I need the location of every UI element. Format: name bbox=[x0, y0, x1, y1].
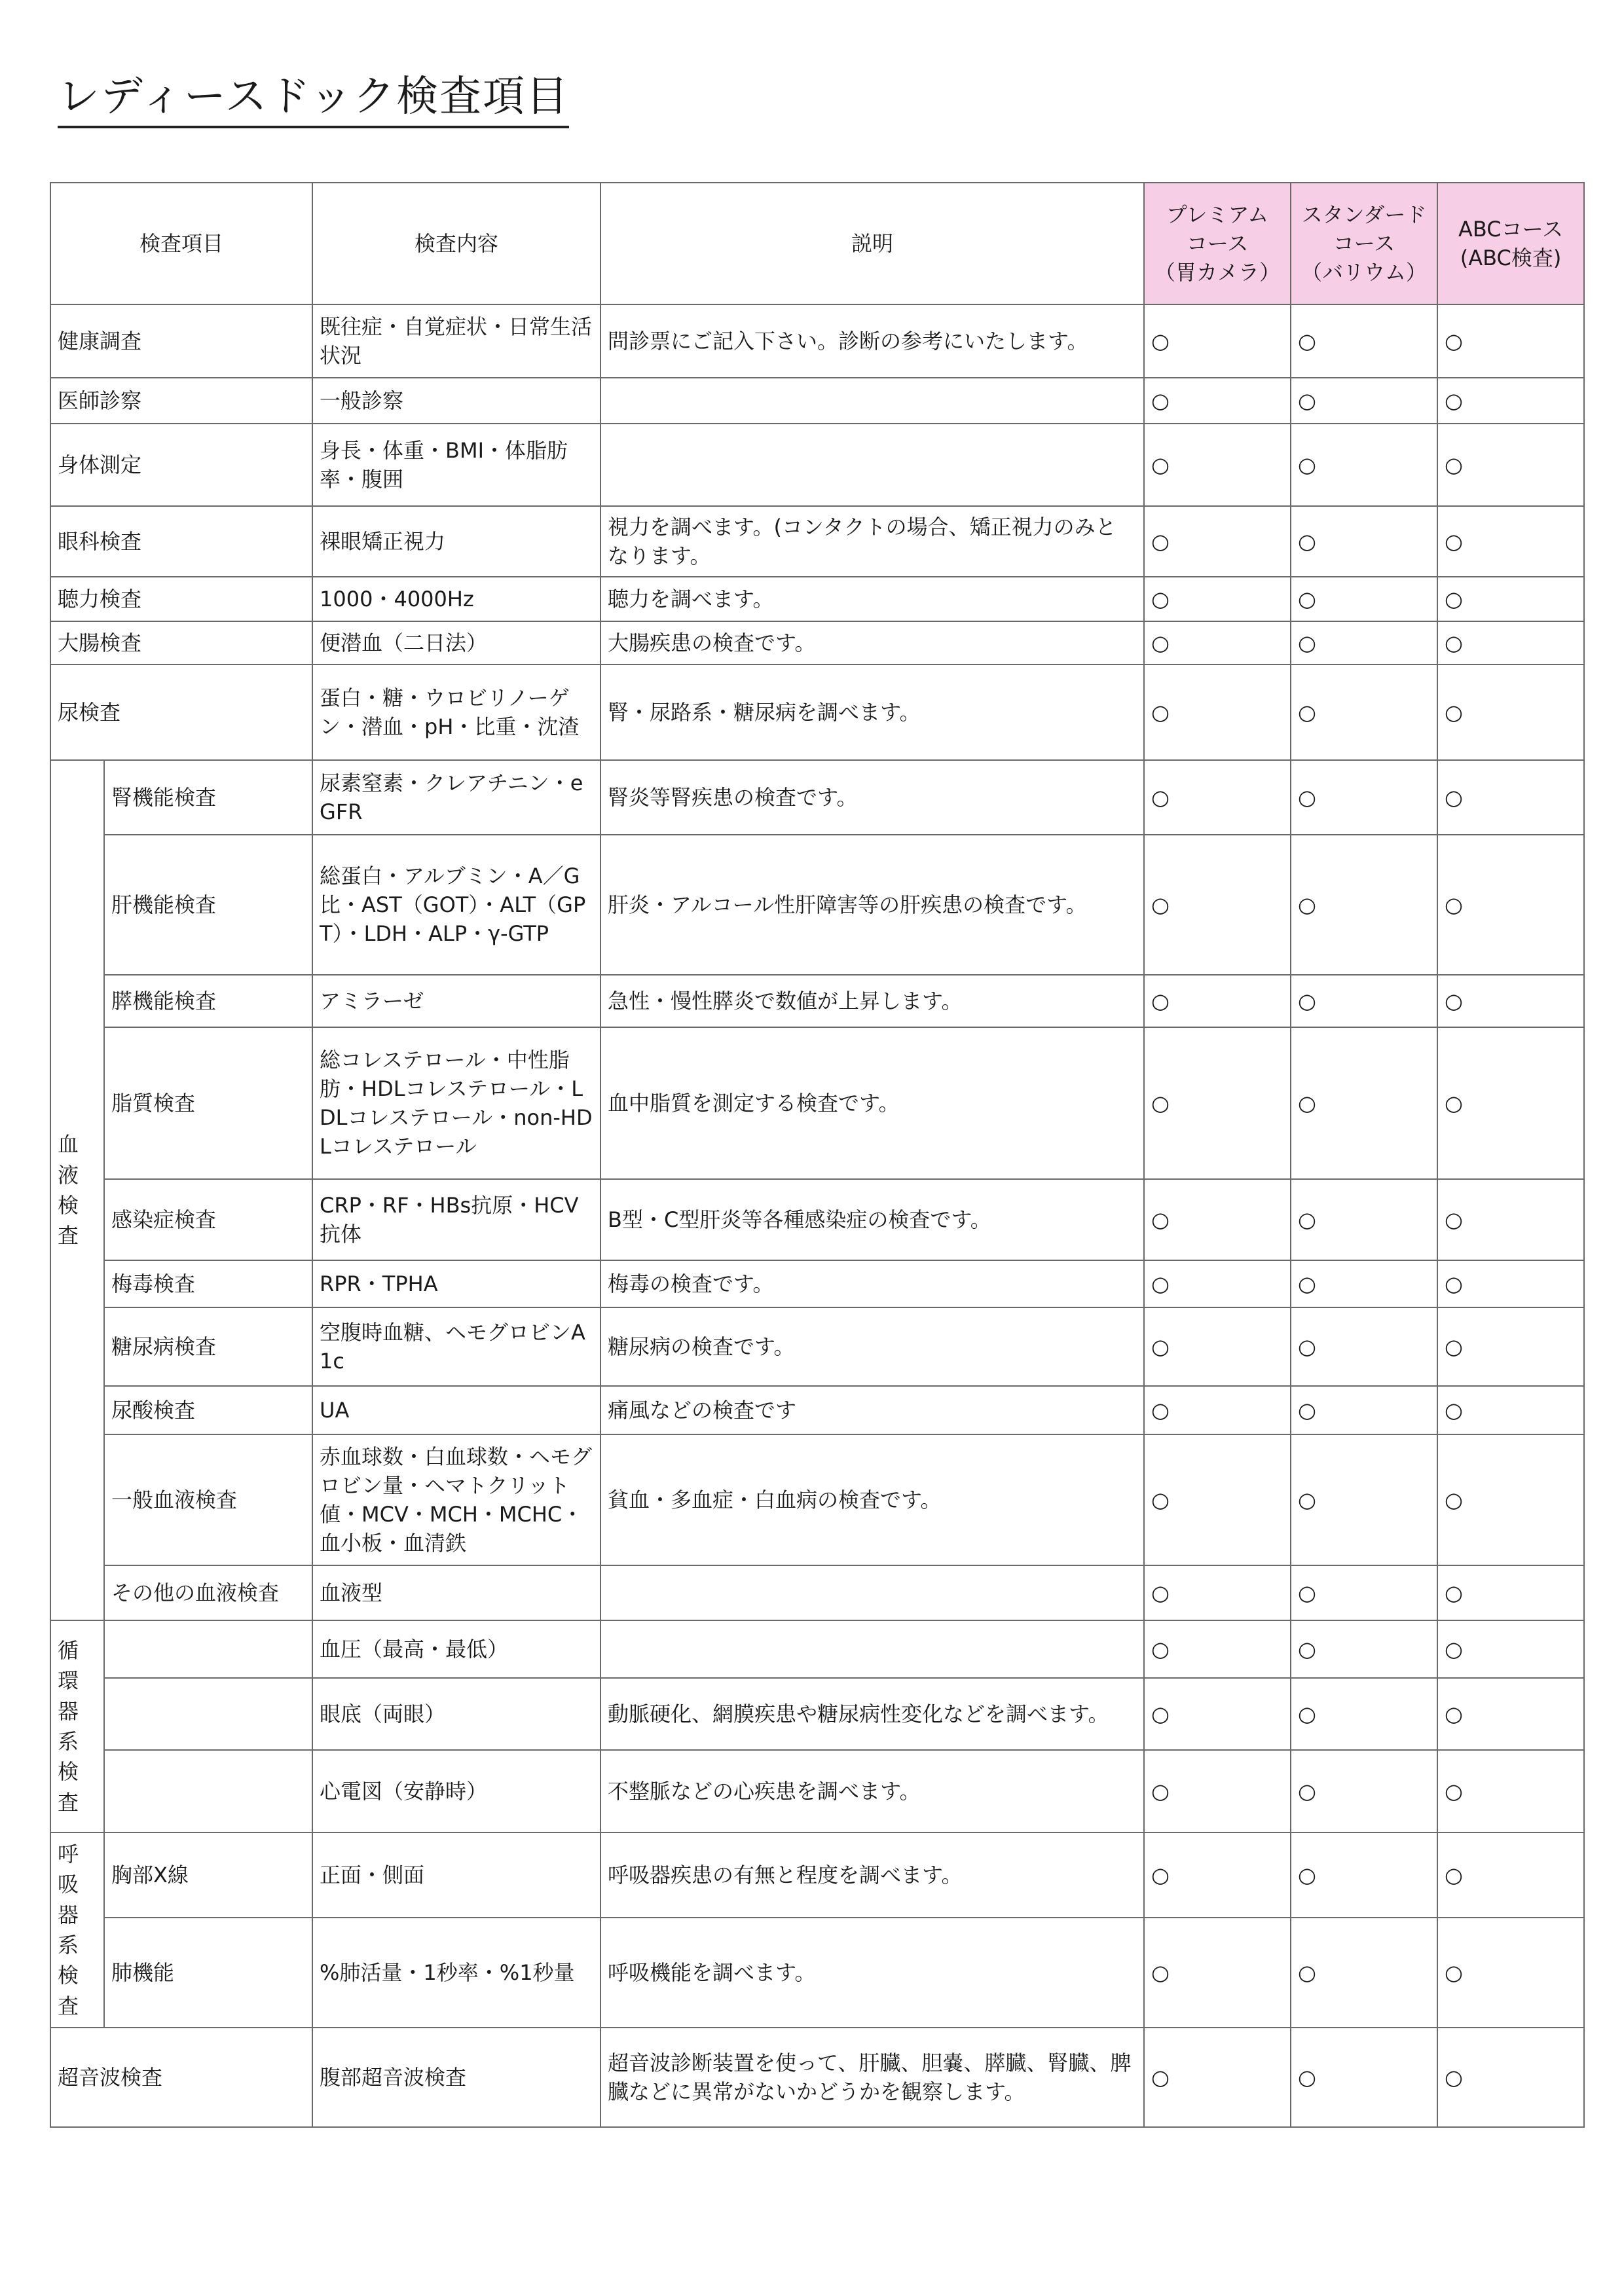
row-description: 梅毒の検査です。 bbox=[600, 1260, 1144, 1307]
row-description: 呼吸器疾患の有無と程度を調べます。 bbox=[600, 1832, 1144, 1918]
mark-premium: ○ bbox=[1144, 1832, 1291, 1918]
row-content: CRP・RF・HBs抗原・HCV抗体 bbox=[312, 1179, 600, 1260]
mark-abc: ○ bbox=[1437, 1832, 1584, 1918]
group-label-respiratory: 呼吸器系検査 bbox=[50, 1832, 104, 2028]
mark-standard: ○ bbox=[1291, 1179, 1437, 1260]
mark-abc: ○ bbox=[1437, 1027, 1584, 1179]
row-description: 腎炎等腎疾患の検査です。 bbox=[600, 760, 1144, 835]
row-item: その他の血液検査 bbox=[104, 1565, 312, 1620]
row-content: 腹部超音波検査 bbox=[312, 2028, 600, 2127]
header-item: 検査項目 bbox=[50, 183, 312, 304]
mark-abc: ○ bbox=[1437, 1179, 1584, 1260]
mark-standard: ○ bbox=[1291, 665, 1437, 760]
mark-premium: ○ bbox=[1144, 835, 1291, 975]
row-content: 身長・体重・BMI・体脂肪率・腹囲 bbox=[312, 424, 600, 506]
row-item: 医師診察 bbox=[50, 378, 312, 424]
mark-abc: ○ bbox=[1437, 975, 1584, 1027]
row-content: 赤血球数・白血球数・ヘモグロビン量・ヘマトクリット値・MCV・MCH・MCHC・血小板・血清鉄 bbox=[312, 1434, 600, 1565]
row-description: 痛風などの検査です bbox=[600, 1386, 1144, 1434]
row-content: 1000・4000Hz bbox=[312, 577, 600, 621]
mark-premium: ○ bbox=[1144, 378, 1291, 424]
mark-abc: ○ bbox=[1437, 424, 1584, 506]
row-description: 血中脂質を測定する検査です。 bbox=[600, 1027, 1144, 1179]
row-item: 膵機能検査 bbox=[104, 975, 312, 1027]
row-item: 身体測定 bbox=[50, 424, 312, 506]
mark-abc: ○ bbox=[1437, 1678, 1584, 1750]
row-description bbox=[600, 378, 1144, 424]
mark-abc: ○ bbox=[1437, 378, 1584, 424]
mark-abc: ○ bbox=[1437, 1750, 1584, 1832]
row-description: 腎・尿路系・糖尿病を調べます。 bbox=[600, 665, 1144, 760]
row-item bbox=[104, 1678, 312, 1750]
mark-premium: ○ bbox=[1144, 760, 1291, 835]
mark-standard: ○ bbox=[1291, 1832, 1437, 1918]
row-description bbox=[600, 1565, 1144, 1620]
row-description: 大腸疾患の検査です。 bbox=[600, 621, 1144, 665]
table-row bbox=[50, 577, 1584, 621]
row-content: 総蛋白・アルブミン・A／G比・AST（GOT）・ALT（GPT）・LDH・ALP・γ-GTP bbox=[312, 835, 600, 975]
mark-standard: ○ bbox=[1291, 1260, 1437, 1307]
mark-standard: ○ bbox=[1291, 424, 1437, 506]
row-item bbox=[104, 1620, 312, 1678]
row-content: 総コレステロール・中性脂肪・HDLコレステロール・LDLコレステロール・non-HDLコレステロール bbox=[312, 1027, 600, 1179]
table-row bbox=[50, 1307, 1584, 1386]
mark-abc: ○ bbox=[1437, 1434, 1584, 1565]
mark-standard: ○ bbox=[1291, 1386, 1437, 1434]
row-item: 腎機能検査 bbox=[104, 760, 312, 835]
mark-premium: ○ bbox=[1144, 1918, 1291, 2028]
mark-premium: ○ bbox=[1144, 506, 1291, 577]
mark-abc: ○ bbox=[1437, 577, 1584, 621]
row-item: 眼科検査 bbox=[50, 506, 312, 577]
table-row bbox=[50, 424, 1584, 506]
mark-standard: ○ bbox=[1291, 1434, 1437, 1565]
header-content: 検査内容 bbox=[312, 183, 600, 304]
row-content: 心電図（安静時） bbox=[312, 1750, 600, 1832]
mark-standard: ○ bbox=[1291, 1027, 1437, 1179]
mark-standard: ○ bbox=[1291, 506, 1437, 577]
mark-standard: ○ bbox=[1291, 1678, 1437, 1750]
row-content: %肺活量・1秒率・%1秒量 bbox=[312, 1918, 600, 2028]
row-content: 便潜血（二日法） bbox=[312, 621, 600, 665]
row-item: 糖尿病検査 bbox=[104, 1307, 312, 1386]
mark-abc: ○ bbox=[1437, 506, 1584, 577]
mark-abc: ○ bbox=[1437, 1620, 1584, 1678]
row-description bbox=[600, 424, 1144, 506]
row-content: 血液型 bbox=[312, 1565, 600, 1620]
mark-standard: ○ bbox=[1291, 577, 1437, 621]
row-description: 聴力を調べます。 bbox=[600, 577, 1144, 621]
mark-standard: ○ bbox=[1291, 304, 1437, 378]
mark-premium: ○ bbox=[1144, 1434, 1291, 1565]
row-description: 急性・慢性膵炎で数値が上昇します。 bbox=[600, 975, 1144, 1027]
table-row bbox=[50, 378, 1584, 424]
mark-standard: ○ bbox=[1291, 835, 1437, 975]
row-description: 不整脈などの心疾患を調べます。 bbox=[600, 1750, 1144, 1832]
table-row bbox=[50, 1918, 1584, 2028]
table-row bbox=[50, 1832, 1584, 1918]
table-row bbox=[50, 665, 1584, 760]
row-content: アミラーゼ bbox=[312, 975, 600, 1027]
table-row bbox=[50, 1179, 1584, 1260]
mark-premium: ○ bbox=[1144, 1565, 1291, 1620]
row-content: 眼底（両眼） bbox=[312, 1678, 600, 1750]
table-row bbox=[50, 1027, 1584, 1179]
table-row bbox=[50, 1678, 1584, 1750]
row-item: 尿検査 bbox=[50, 665, 312, 760]
mark-premium: ○ bbox=[1144, 1386, 1291, 1434]
row-description: 超音波診断装置を使って、肝臓、胆嚢、膵臓、腎臓、脾臓などに異常がないかどうかを観察します。 bbox=[600, 2028, 1144, 2127]
row-content: 一般診察 bbox=[312, 378, 600, 424]
mark-premium: ○ bbox=[1144, 304, 1291, 378]
row-content: 既往症・自覚症状・日常生活状況 bbox=[312, 304, 600, 378]
mark-abc: ○ bbox=[1437, 1307, 1584, 1386]
row-description: 貧血・多血症・白血病の検査です。 bbox=[600, 1434, 1144, 1565]
mark-abc: ○ bbox=[1437, 1565, 1584, 1620]
row-item: 胸部X線 bbox=[104, 1832, 312, 1918]
row-content: 空腹時血糖、ヘモグロビンA1c bbox=[312, 1307, 600, 1386]
table-row bbox=[50, 1750, 1584, 1832]
mark-premium: ○ bbox=[1144, 424, 1291, 506]
table-row bbox=[50, 304, 1584, 378]
mark-abc: ○ bbox=[1437, 1260, 1584, 1307]
mark-premium: ○ bbox=[1144, 1027, 1291, 1179]
row-description: 呼吸機能を調べます。 bbox=[600, 1918, 1144, 2028]
mark-premium: ○ bbox=[1144, 1750, 1291, 1832]
table-row bbox=[50, 835, 1584, 975]
mark-standard: ○ bbox=[1291, 1918, 1437, 2028]
mark-standard: ○ bbox=[1291, 1750, 1437, 1832]
row-item: 尿酸検査 bbox=[104, 1386, 312, 1434]
group-label-blood: 血液検査 bbox=[50, 760, 104, 1620]
mark-premium: ○ bbox=[1144, 1620, 1291, 1678]
mark-standard: ○ bbox=[1291, 2028, 1437, 2127]
mark-premium: ○ bbox=[1144, 621, 1291, 665]
table-row bbox=[50, 1386, 1584, 1434]
row-item: 肝機能検査 bbox=[104, 835, 312, 975]
row-item: 一般血液検査 bbox=[104, 1434, 312, 1565]
mark-standard: ○ bbox=[1291, 1565, 1437, 1620]
mark-abc: ○ bbox=[1437, 1386, 1584, 1434]
row-description bbox=[600, 1620, 1144, 1678]
row-description: 視力を調べます。(コンタクトの場合、矯正視力のみとなります。 bbox=[600, 506, 1144, 577]
mark-premium: ○ bbox=[1144, 577, 1291, 621]
table-row bbox=[50, 760, 1584, 835]
mark-premium: ○ bbox=[1144, 1678, 1291, 1750]
header-course-abc: ABCコース (ABC検査) bbox=[1437, 183, 1584, 304]
table-row bbox=[50, 506, 1584, 577]
table-row bbox=[50, 1260, 1584, 1307]
mark-abc: ○ bbox=[1437, 835, 1584, 975]
row-item: 聴力検査 bbox=[50, 577, 312, 621]
row-description: 糖尿病の検査です。 bbox=[600, 1307, 1144, 1386]
mark-abc: ○ bbox=[1437, 304, 1584, 378]
row-item: 肺機能 bbox=[104, 1918, 312, 2028]
header-course-standard: スタンダード コース （バリウム） bbox=[1291, 183, 1437, 304]
table-row bbox=[50, 1565, 1584, 1620]
row-item bbox=[104, 1750, 312, 1832]
row-content: 血圧（最高・最低） bbox=[312, 1620, 600, 1678]
exam-items-table bbox=[50, 182, 1585, 2128]
mark-premium: ○ bbox=[1144, 2028, 1291, 2127]
mark-abc: ○ bbox=[1437, 2028, 1584, 2127]
header-description: 説明 bbox=[600, 183, 1144, 304]
row-item: 超音波検査 bbox=[50, 2028, 312, 2127]
mark-standard: ○ bbox=[1291, 621, 1437, 665]
row-item: 感染症検査 bbox=[104, 1179, 312, 1260]
mark-premium: ○ bbox=[1144, 1179, 1291, 1260]
row-content: 尿素窒素・クレアチニン・eGFR bbox=[312, 760, 600, 835]
mark-premium: ○ bbox=[1144, 975, 1291, 1027]
mark-standard: ○ bbox=[1291, 975, 1437, 1027]
row-description: 肝炎・アルコール性肝障害等の肝疾患の検査です。 bbox=[600, 835, 1144, 975]
row-item: 梅毒検査 bbox=[104, 1260, 312, 1307]
table-row bbox=[50, 1620, 1584, 1678]
header-row bbox=[50, 183, 1584, 304]
table-row bbox=[50, 2028, 1584, 2127]
page-title: レディースドック検査項目 bbox=[58, 73, 569, 128]
row-content: RPR・TPHA bbox=[312, 1260, 600, 1307]
row-item: 健康調査 bbox=[50, 304, 312, 378]
mark-abc: ○ bbox=[1437, 760, 1584, 835]
mark-premium: ○ bbox=[1144, 665, 1291, 760]
row-content: 裸眼矯正視力 bbox=[312, 506, 600, 577]
mark-standard: ○ bbox=[1291, 760, 1437, 835]
row-content: 正面・側面 bbox=[312, 1832, 600, 1918]
row-description: 問診票にご記入下さい。診断の参考にいたします。 bbox=[600, 304, 1144, 378]
mark-standard: ○ bbox=[1291, 1620, 1437, 1678]
table-row bbox=[50, 1434, 1584, 1565]
mark-standard: ○ bbox=[1291, 378, 1437, 424]
row-content: 蛋白・糖・ウロビリノーゲン・潜血・pH・比重・沈渣 bbox=[312, 665, 600, 760]
mark-standard: ○ bbox=[1291, 1307, 1437, 1386]
group-label-circulatory: 循環器系検査 bbox=[50, 1620, 104, 1832]
mark-premium: ○ bbox=[1144, 1260, 1291, 1307]
row-item: 脂質検査 bbox=[104, 1027, 312, 1179]
table-row bbox=[50, 621, 1584, 665]
mark-abc: ○ bbox=[1437, 621, 1584, 665]
header-course-premium: プレミアム コース （胃カメラ） bbox=[1144, 183, 1291, 304]
row-description: 動脈硬化、網膜疾患や糖尿病性変化などを調べます。 bbox=[600, 1678, 1144, 1750]
row-description: B型・C型肝炎等各種感染症の検査です。 bbox=[600, 1179, 1144, 1260]
mark-premium: ○ bbox=[1144, 1307, 1291, 1386]
table-row bbox=[50, 975, 1584, 1027]
mark-abc: ○ bbox=[1437, 1918, 1584, 2028]
row-content: UA bbox=[312, 1386, 600, 1434]
mark-abc: ○ bbox=[1437, 665, 1584, 760]
row-item: 大腸検査 bbox=[50, 621, 312, 665]
